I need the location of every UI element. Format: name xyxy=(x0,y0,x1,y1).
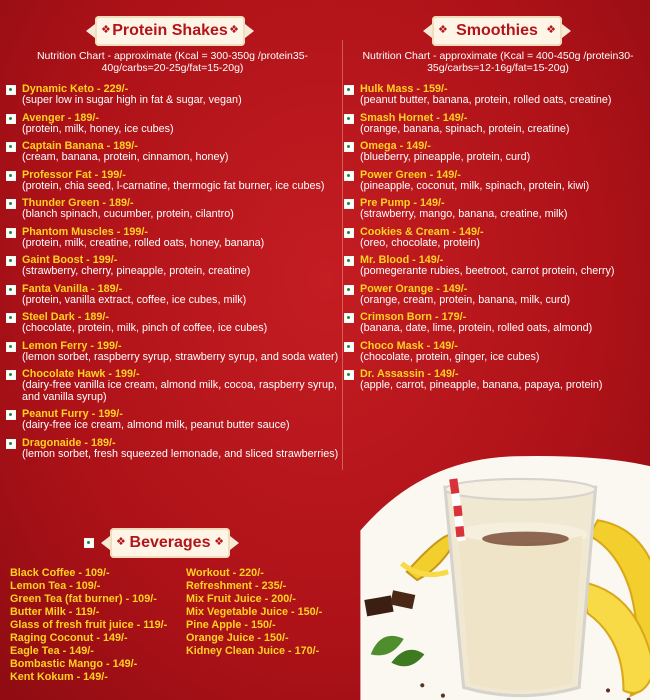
item-name: Phantom Muscles - 199/- xyxy=(22,225,148,238)
item-name: Omega - 149/- xyxy=(360,140,431,152)
item-description: (protein, chia seed, l-carnatine, thermogic fat burner, ice cubes) xyxy=(22,179,325,192)
item-name: Steel Dark - 189/- xyxy=(22,311,110,323)
menu-item xyxy=(344,311,644,335)
menu-item xyxy=(6,83,341,107)
item-description: (pineapple, coconut, milk, spinach, protein, kiwi) xyxy=(360,179,590,192)
smoothies-badge xyxy=(432,16,562,46)
veg-icon xyxy=(344,199,354,209)
veg-icon xyxy=(344,313,354,323)
veg-icon xyxy=(6,85,16,95)
veg-icon xyxy=(344,142,354,152)
ornament-icon: ❖ xyxy=(101,24,111,36)
item-description: (blanch spinach, cucumber, protein, cilantro) xyxy=(22,208,234,220)
item-description: (apple, carrot, pineapple, banana, papaya, protein) xyxy=(360,379,603,391)
item-name: Cookies & Cream - 149/- xyxy=(360,225,484,238)
item-name: Power Orange - 149/- xyxy=(360,282,468,295)
menu-item xyxy=(6,254,341,278)
item-name: Lemon Ferry - 199/- xyxy=(22,339,122,352)
beverage-item: Butter Milk - 119/- xyxy=(10,606,100,618)
beverage-item: Refreshment - 235/- xyxy=(186,580,287,592)
chocolate-shavings-icon xyxy=(482,532,569,546)
item-name: Pre Pump - 149/- xyxy=(360,197,445,209)
ornament-icon: ❖ xyxy=(438,24,448,36)
item-description: (strawberry, mango, banana, creatine, milk) xyxy=(360,208,568,220)
veg-icon xyxy=(6,256,16,266)
item-name: Hulk Mass - 159/- xyxy=(360,83,448,95)
veg-icon xyxy=(344,114,354,124)
item-description: (peanut butter, banana, protein, rolled oats, creatine) xyxy=(360,94,612,106)
item-name: Captain Banana - 189/- xyxy=(22,140,138,152)
menu-item xyxy=(6,437,341,461)
smoothie-body xyxy=(458,536,582,691)
smoothie-photo xyxy=(360,448,650,700)
menu-item xyxy=(6,283,341,307)
veg-icon xyxy=(344,342,354,352)
beverage-item: Orange Juice - 150/- xyxy=(186,632,289,644)
item-name: Gaint Boost - 199/- xyxy=(22,254,118,266)
item-description: (pomegerante rubies, beetroot, carrot protein, cherry) xyxy=(360,265,615,277)
veg-icon xyxy=(344,285,354,295)
item-description: (orange, banana, spinach, protein, creatine) xyxy=(360,122,570,135)
item-name: Choco Mask - 149/- xyxy=(360,339,458,352)
beverage-item: Mix Fruit Juice - 200/- xyxy=(186,593,296,605)
smoothies-title: Smoothies xyxy=(456,22,538,39)
beverages-title: Beverages xyxy=(129,534,211,551)
menu-item xyxy=(344,140,644,164)
protein-shakes-nutrition: Nutrition Chart - approximate (Kcal = 300-350g /protein35-40g/carbs=20-25g/fat=15-20g) xyxy=(36,50,309,74)
veg-icon xyxy=(6,439,16,449)
protein-shakes-badge xyxy=(95,16,245,46)
veg-icon xyxy=(344,370,354,380)
veg-icon xyxy=(344,85,354,95)
beverage-item: Kidney Clean Juice - 170/- xyxy=(186,645,320,657)
item-name: Mr. Blood - 149/- xyxy=(360,254,444,266)
item-description: (protein, milk, creatine, rolled oats, honey, banana) xyxy=(22,236,265,249)
beverages-list-left xyxy=(10,567,167,684)
menu-item xyxy=(6,408,341,432)
protein-shakes-list xyxy=(6,83,341,465)
item-name: Professor Fat - 199/- xyxy=(22,168,126,181)
menu-item xyxy=(6,112,341,136)
ornament-icon: ❖ xyxy=(214,536,224,548)
item-description: (banana, date, lime, protein, rolled oats, almond) xyxy=(360,322,593,334)
menu-item xyxy=(344,112,644,136)
menu-item xyxy=(6,226,341,250)
menu-item xyxy=(344,283,644,307)
beverage-item: Black Coffee - 109/- xyxy=(10,567,110,579)
item-description: (cream, banana, protein, cinnamon, honey) xyxy=(22,151,229,163)
menu-item xyxy=(344,83,644,107)
item-description: (dairy-free vanilla ice cream, almond milk, cocoa, raspberry syrup, and vanilla syrup) xyxy=(22,379,338,403)
beverage-item: Pine Apple - 150/- xyxy=(186,619,276,631)
veg-icon xyxy=(6,370,16,380)
item-name: Power Green - 149/- xyxy=(360,168,461,181)
item-description: (lemon sorbet, fresh squeezed lemonade, and sliced strawberries) xyxy=(22,447,339,460)
item-description: (orange, cream, protein, banana, milk, curd) xyxy=(360,293,571,306)
menu-item xyxy=(6,311,341,335)
menu-item xyxy=(6,368,341,403)
veg-icon xyxy=(6,285,16,295)
glass-rim xyxy=(445,479,596,500)
item-name: Dynamic Keto - 229/- xyxy=(22,83,129,95)
item-description: (strawberry, cherry, pineapple, protein, creatine) xyxy=(22,265,251,277)
item-name: Crimson Born - 179/- xyxy=(360,311,467,323)
item-description: (lemon sorbet, raspberry syrup, strawberry syrup, and soda water) xyxy=(22,350,339,363)
item-name: Chocolate Hawk - 199/- xyxy=(22,368,140,380)
beverage-item: Bombastic Mango - 149/- xyxy=(10,658,138,670)
menu-item xyxy=(344,197,644,221)
beverage-item: Green Tea (fat burner) - 109/- xyxy=(10,593,157,605)
item-description: (oreo, chocolate, protein) xyxy=(360,236,481,249)
menu-item xyxy=(6,169,341,193)
veg-icon xyxy=(6,313,16,323)
item-description: (super low in sugar high in fat & sugar, vegan) xyxy=(22,94,242,106)
veg-icon xyxy=(6,410,16,420)
beverages-badge xyxy=(110,528,230,558)
veg-icon xyxy=(84,538,94,548)
beverages-list-right xyxy=(186,567,322,658)
item-description: (blueberry, pineapple, protein, curd) xyxy=(360,151,531,163)
veg-icon xyxy=(6,342,16,352)
item-name: Fanta Vanilla - 189/- xyxy=(22,282,123,295)
veg-icon xyxy=(6,199,16,209)
veg-icon xyxy=(6,142,16,152)
beverage-item: Kent Kokum - 149/- xyxy=(10,671,108,683)
ornament-icon: ❖ xyxy=(229,24,239,36)
item-description: (protein, vanilla extract, coffee, ice cubes, milk) xyxy=(22,293,247,306)
menu-item xyxy=(344,340,644,364)
beverage-item: Raging Coconut - 149/- xyxy=(10,632,128,644)
smoothies-list xyxy=(344,83,644,397)
menu-item xyxy=(344,254,644,278)
veg-icon xyxy=(6,114,16,124)
menu-item xyxy=(6,197,341,221)
item-description: (dairy-free ice cream, almond milk, peanut butter sauce) xyxy=(22,419,290,431)
column-divider xyxy=(342,40,343,470)
menu-item xyxy=(6,340,341,364)
menu-item xyxy=(344,226,644,250)
beverage-item: Workout - 220/- xyxy=(186,567,264,579)
item-name: Thunder Green - 189/- xyxy=(22,197,134,209)
veg-icon xyxy=(344,256,354,266)
item-description: (chocolate, protein, milk, pinch of coffee, ice cubes) xyxy=(22,322,268,334)
item-description: (protein, milk, honey, ice cubes) xyxy=(22,122,174,135)
beverage-item: Glass of fresh fruit juice - 119/- xyxy=(10,619,168,631)
item-name: Peanut Furry - 199/- xyxy=(22,408,123,420)
smoothies-nutrition: Nutrition Chart - approximate (Kcal = 400-450g /protein30-35g/carbs=12-16g/fat=15-20g) xyxy=(362,50,634,74)
veg-icon xyxy=(344,228,354,238)
beverage-item: Lemon Tea - 109/- xyxy=(10,580,101,592)
protein-shakes-title: Protein Shakes xyxy=(112,22,228,39)
veg-icon xyxy=(6,228,16,238)
beverage-item: Eagle Tea - 149/- xyxy=(10,645,94,657)
menu-item xyxy=(344,169,644,193)
veg-icon xyxy=(6,171,16,181)
item-name: Avenger - 189/- xyxy=(22,111,100,124)
ornament-icon: ❖ xyxy=(116,536,126,548)
beverage-item: Mix Vegetable Juice - 150/- xyxy=(186,606,323,618)
menu-item xyxy=(6,140,341,164)
menu-item xyxy=(344,368,644,392)
item-name: Dragonaide - 189/- xyxy=(22,436,116,449)
item-name: Dr. Assassin - 149/- xyxy=(360,368,459,380)
ornament-icon: ❖ xyxy=(546,24,556,36)
item-description: (chocolate, protein, ginger, ice cubes) xyxy=(360,350,540,363)
veg-icon xyxy=(344,171,354,181)
item-name: Smash Hornet - 149/- xyxy=(360,111,468,124)
